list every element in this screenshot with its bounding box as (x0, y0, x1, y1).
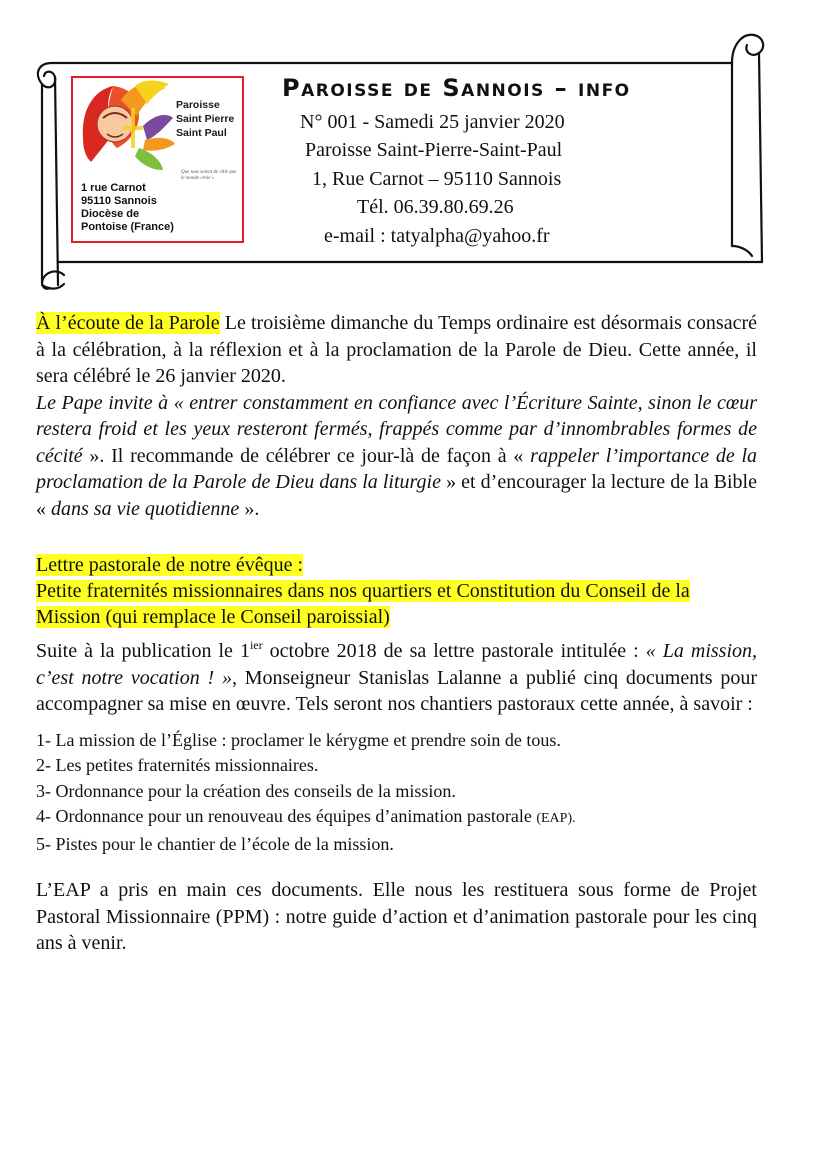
list-item: 3- Ordonnance pour la création des conseils de la mission. (36, 780, 456, 801)
pastoral-letter-heading (36, 552, 757, 630)
article-heading-highlight: À l’écoute de la Parole (36, 312, 220, 334)
article-text: ». (239, 497, 260, 520)
pastoral-letter-paragraph (36, 638, 757, 718)
article-text: Suite à la publication le 1 (36, 640, 250, 662)
logo-address-line: 1 rue Carnot (81, 182, 146, 194)
documents-list (36, 728, 757, 858)
article-text: ». Il recommande de célébrer ce jour-là de façon à « (82, 444, 531, 467)
parish-name: Paroisse Saint-Pierre-Saint-Paul (305, 139, 563, 161)
article-text: » et d’encourager la lecture de la Bible « (36, 471, 757, 520)
pope-quote: rappeler l’importance de la proclamation de la Parole de Dieu dans la liturgie (36, 444, 758, 493)
parish-phone: Tél. 06.39.80.69.26 (357, 196, 514, 218)
article-text: , Monseigneur Stanislas Lalanne a publié cinq documents pour accompagner sa mise en œuvre. Tels seront nos chantiers pastoraux cette année, à savoir : (36, 666, 757, 715)
logo-parish-name (176, 98, 242, 140)
article-parole (36, 310, 757, 522)
logo-name-line: Saint Paul (176, 127, 227, 139)
letter-title-quote: « La mission, c’est notre vocation ! » (36, 640, 758, 689)
parish-address: 1, Rue Carnot – 95110 Sannois (312, 168, 562, 190)
logo-motto: Que tous soient de ville que le monde croie » (181, 170, 237, 181)
list-item-text: 4- Ordonnance pour un renouveau des équipes d’animation pastorale (36, 806, 537, 826)
logo-name-line: Saint Pierre (176, 113, 235, 125)
eap-paragraph: L’EAP a pris en main ces documents. Elle nous les restituera sous forme de Projet Pastoral Missionnaire (PPM) : notre guide d’action et d’animation pastorale pour les cinq ans à venir. (36, 879, 757, 954)
heading-line: Lettre pastorale de notre évêque : (36, 554, 304, 576)
list-item (36, 804, 757, 832)
list-item: 5- Pistes pour le chantier de l’école de la mission. (36, 833, 394, 854)
bulletin-title: Paroisse de Sannois – info (282, 74, 631, 102)
parish-email: e-mail : tatyalpha@yahoo.fr (324, 225, 550, 247)
article-text: Le Pape invite à « (36, 391, 190, 414)
pope-quote: dans sa vie quotidienne (51, 497, 240, 520)
pope-quote: entrer constamment en confiance avec l’Écriture Sainte, sinon le cœur restera froid et les yeux resteront fermés, frappés comme par d’innombrables formes de cécité (36, 391, 757, 467)
logo-address (81, 182, 174, 234)
eap-abbreviation: (EAP). (536, 811, 576, 826)
logo-address-line: Diocèse de (81, 208, 140, 220)
bulletin-body (36, 310, 757, 957)
heading-line: Petite fraternités missionnaires dans nos quartiers et Constitution du Conseil de la Mission (qui remplace le Conseil paroissial) (36, 580, 690, 628)
logo-address-line: 95110 Sannois (81, 195, 157, 207)
list-item: 2- Les petites fraternités missionnaires. (36, 755, 319, 775)
issue-number-date: N° 001 - Samedi 25 janvier 2020 (300, 111, 565, 133)
ordinal-suffix: ier (249, 638, 263, 652)
logo-name-line: Paroisse (176, 99, 220, 111)
parish-logo (71, 76, 244, 243)
list-item: 1- La mission de l’Église : proclamer le kérygme et prendre soin de tous. (36, 729, 561, 750)
article-text: Le troisième dimanche du Temps ordinaire est désormais consacré à la célébration, à la réflexion et à la proclamation de la Parole de Dieu. Cette année, il sera célébré le 26 janvier 2020. (36, 312, 757, 387)
logo-address-line: Pontoise (France) (81, 221, 174, 233)
article-text: octobre 2018 de sa lettre pastorale intitulée : (262, 640, 646, 662)
